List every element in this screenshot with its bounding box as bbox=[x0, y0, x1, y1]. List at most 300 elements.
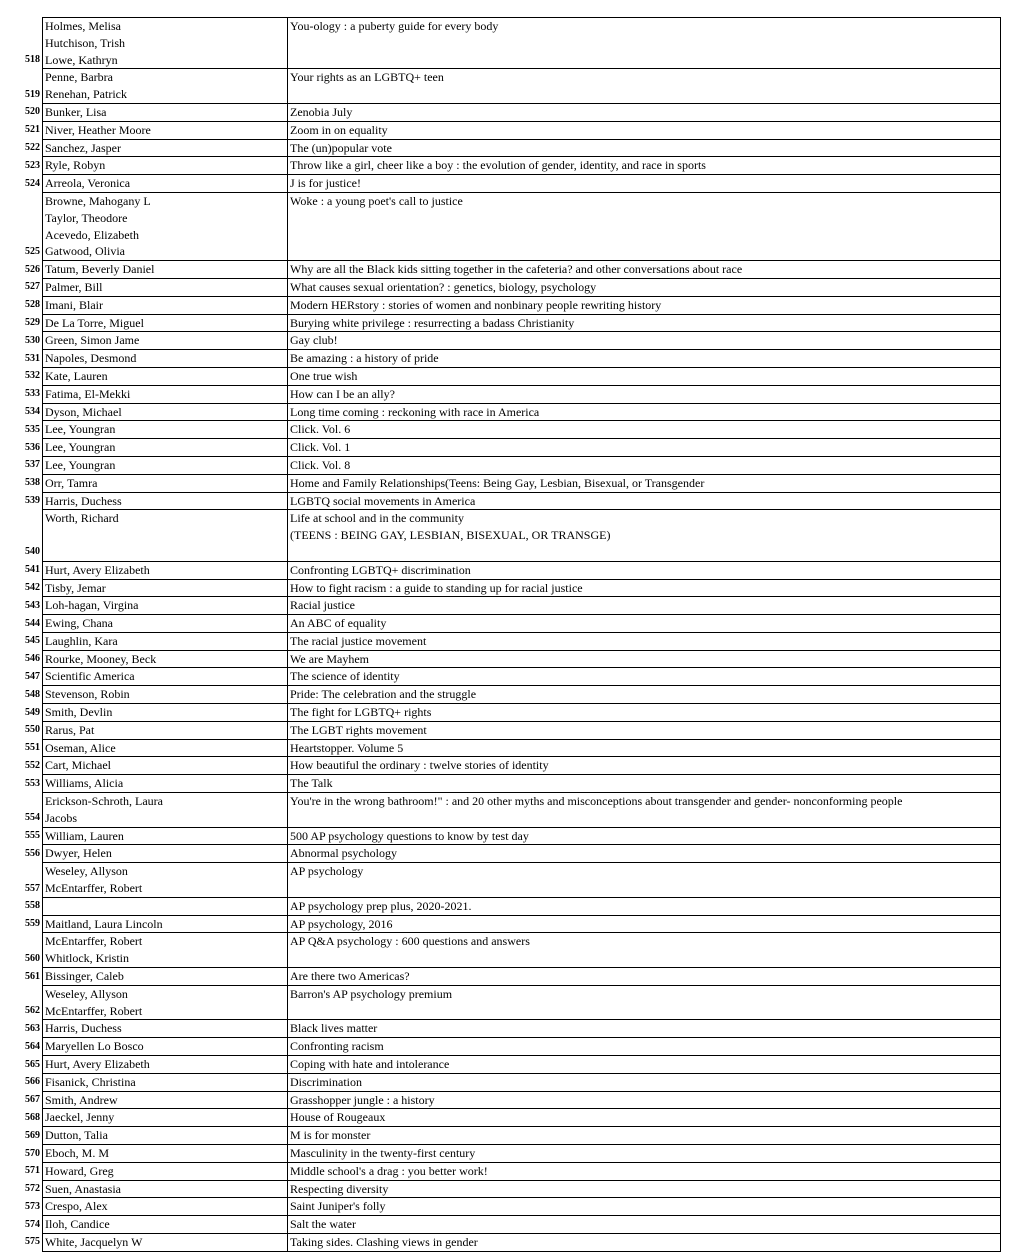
title-cell bbox=[288, 139, 1001, 157]
row-number: 528 bbox=[25, 299, 40, 311]
table-row bbox=[12, 367, 1001, 385]
row-number: 557 bbox=[25, 882, 40, 894]
table-row bbox=[12, 314, 1001, 332]
author-cell bbox=[43, 385, 288, 403]
title-cell bbox=[288, 668, 1001, 686]
book-title: Woke : a young poet's call to justice bbox=[290, 193, 463, 208]
book-title: Click. Vol. 6 bbox=[290, 422, 351, 437]
title-cell bbox=[288, 103, 1001, 121]
row-number: 546 bbox=[25, 653, 40, 665]
book-title: Burying white privilege : resurrecting a badass Christianity bbox=[290, 315, 575, 330]
author-name: Gatwood, Olivia bbox=[45, 244, 125, 259]
book-list-table bbox=[12, 17, 1001, 1252]
title-cell bbox=[288, 985, 1001, 1020]
table-row bbox=[12, 686, 1001, 704]
book-title: The fight for LGBTQ+ rights bbox=[290, 705, 432, 720]
author-cell bbox=[43, 367, 288, 385]
row-number: 559 bbox=[25, 918, 40, 930]
author-name: Hutchison, Trish bbox=[45, 35, 126, 50]
title-cell bbox=[288, 1020, 1001, 1038]
author-cell bbox=[43, 757, 288, 775]
title-cell bbox=[288, 1162, 1001, 1180]
title-cell bbox=[288, 296, 1001, 314]
book-title: Are there two Americas? bbox=[290, 969, 410, 984]
title-cell bbox=[288, 385, 1001, 403]
author-name: Suen, Anastasia bbox=[45, 1181, 121, 1196]
row-number: 562 bbox=[25, 1005, 40, 1017]
author-cell bbox=[43, 615, 288, 633]
author-cell bbox=[43, 439, 288, 457]
table-row bbox=[12, 192, 1001, 260]
book-title: Masculinity in the twenty-first century bbox=[290, 1146, 476, 1160]
book-title: AP psychology, 2016 bbox=[290, 916, 393, 931]
book-title: J is for justice! bbox=[290, 176, 361, 191]
table-row bbox=[12, 1056, 1001, 1074]
author-name: Laughlin, Kara bbox=[45, 633, 118, 648]
author-name: Lee, Youngran bbox=[45, 422, 116, 437]
table-row bbox=[12, 845, 1001, 863]
author-name: Howard, Greg bbox=[45, 1163, 114, 1178]
book-title: You-ology : a puberty guide for every body bbox=[290, 19, 499, 33]
author-cell bbox=[43, 827, 288, 845]
book-title: (TEENS : BEING GAY, LESBIAN, BISEXUAL, OR TRANSGE) bbox=[290, 528, 611, 543]
table-row bbox=[12, 1180, 1001, 1198]
row-number: 530 bbox=[25, 334, 40, 346]
title-cell bbox=[288, 456, 1001, 474]
author-name: Smith, Devlin bbox=[45, 705, 113, 720]
book-title: Saint Juniper's folly bbox=[290, 1199, 386, 1214]
book-title: AP psychology prep plus, 2020-2021. bbox=[290, 898, 472, 913]
book-title: 500 AP psychology questions to know by test day bbox=[290, 828, 529, 843]
author-cell bbox=[43, 579, 288, 597]
table-row bbox=[12, 1233, 1001, 1251]
title-cell bbox=[288, 739, 1001, 757]
title-cell bbox=[288, 615, 1001, 633]
book-title: Middle school's a drag : you better work! bbox=[290, 1163, 488, 1178]
row-number: 575 bbox=[25, 1236, 40, 1248]
row-number: 523 bbox=[25, 159, 40, 171]
row-number: 532 bbox=[25, 370, 40, 382]
row-number: 537 bbox=[25, 459, 40, 471]
author-cell bbox=[43, 985, 288, 1020]
author-name: Lowe, Kathryn bbox=[45, 52, 118, 67]
row-number: 553 bbox=[25, 777, 40, 789]
author-cell bbox=[43, 492, 288, 510]
author-cell bbox=[43, 69, 288, 104]
book-title: AP Q&A psychology : 600 questions and answers bbox=[290, 934, 530, 949]
book-title: Respecting diversity bbox=[290, 1181, 389, 1196]
book-title: The science of identity bbox=[290, 669, 400, 684]
author-name: Maryellen Lo Bosco bbox=[45, 1039, 144, 1054]
book-title: AP psychology bbox=[290, 864, 364, 879]
row-number: 572 bbox=[25, 1183, 40, 1195]
book-title: Barron's AP psychology premium bbox=[290, 986, 453, 1001]
book-title: Life at school and in the community bbox=[290, 511, 464, 526]
author-name: Williams, Alicia bbox=[45, 776, 124, 791]
book-title: The Talk bbox=[290, 776, 333, 791]
title-cell bbox=[288, 69, 1001, 104]
row-number: 536 bbox=[25, 441, 40, 453]
table-row bbox=[12, 704, 1001, 722]
author-cell bbox=[43, 314, 288, 332]
table-row bbox=[12, 897, 1001, 915]
author-name: Eboch, M. M bbox=[45, 1146, 109, 1160]
title-cell bbox=[288, 492, 1001, 510]
author-name: Lee, Youngran bbox=[45, 440, 116, 455]
author-name: Rarus, Pat bbox=[45, 722, 95, 737]
row-number: 518 bbox=[25, 54, 40, 66]
author-cell bbox=[43, 632, 288, 650]
author-name bbox=[45, 898, 285, 915]
row-number: 531 bbox=[25, 352, 40, 364]
table-row bbox=[12, 968, 1001, 986]
row-number: 565 bbox=[25, 1058, 40, 1070]
author-cell bbox=[43, 192, 288, 260]
row-number: 550 bbox=[25, 724, 40, 736]
row-number: 566 bbox=[25, 1076, 40, 1088]
title-cell bbox=[288, 278, 1001, 296]
author-name: Sanchez, Jasper bbox=[45, 140, 121, 155]
table-row bbox=[12, 510, 1001, 561]
author-name bbox=[45, 527, 285, 544]
author-cell bbox=[43, 1198, 288, 1216]
author-name: McEntarffer, Robert bbox=[45, 934, 143, 949]
author-cell bbox=[43, 350, 288, 368]
row-number: 564 bbox=[25, 1040, 40, 1052]
table-row bbox=[12, 474, 1001, 492]
author-name: Hurt, Avery Elizabeth bbox=[45, 1057, 150, 1072]
book-title: Grasshopper jungle : a history bbox=[290, 1092, 435, 1107]
table-row bbox=[12, 175, 1001, 193]
table-row bbox=[12, 296, 1001, 314]
title-cell bbox=[288, 686, 1001, 704]
title-cell bbox=[288, 704, 1001, 722]
book-title: Racial justice bbox=[290, 598, 355, 613]
author-cell bbox=[43, 261, 288, 279]
title-cell bbox=[288, 261, 1001, 279]
author-name: Orr, Tamra bbox=[45, 475, 98, 490]
author-name: Dyson, Michael bbox=[45, 404, 122, 419]
title-cell bbox=[288, 121, 1001, 139]
author-cell bbox=[43, 1162, 288, 1180]
author-cell bbox=[43, 278, 288, 296]
author-cell bbox=[43, 1038, 288, 1056]
table-row bbox=[12, 721, 1001, 739]
author-cell bbox=[43, 1020, 288, 1038]
book-title: M is for monster bbox=[290, 1128, 371, 1143]
table-row bbox=[12, 1073, 1001, 1091]
author-cell bbox=[43, 474, 288, 492]
author-name: Weseley, Allyson bbox=[45, 986, 128, 1001]
author-cell bbox=[43, 721, 288, 739]
book-title: How can I be an ally? bbox=[290, 386, 395, 401]
book-title: Heartstopper. Volume 5 bbox=[290, 740, 404, 755]
title-cell bbox=[288, 1109, 1001, 1127]
row-number: 552 bbox=[25, 759, 40, 771]
table-row bbox=[12, 1038, 1001, 1056]
row-number: 542 bbox=[25, 582, 40, 593]
author-name: Ryle, Robyn bbox=[45, 158, 106, 173]
table-row bbox=[12, 1091, 1001, 1109]
table-row bbox=[12, 103, 1001, 121]
table-row bbox=[12, 757, 1001, 775]
row-number: 545 bbox=[25, 635, 40, 647]
author-name: Crespo, Alex bbox=[45, 1199, 108, 1214]
author-name: Napoles, Desmond bbox=[45, 351, 137, 366]
author-name: Dutton, Talia bbox=[45, 1128, 108, 1143]
table-row bbox=[12, 261, 1001, 279]
author-name: Harris, Duchess bbox=[45, 493, 122, 508]
author-name: Loh-hagan, Virgina bbox=[45, 598, 139, 613]
author-name: Imani, Blair bbox=[45, 297, 103, 312]
author-cell bbox=[43, 1109, 288, 1127]
book-title: How to fight racism : a guide to standing up for racial justice bbox=[290, 580, 583, 595]
title-cell bbox=[288, 827, 1001, 845]
author-cell bbox=[43, 1145, 288, 1163]
book-title: We are Mayhem bbox=[290, 651, 369, 666]
author-cell bbox=[43, 1073, 288, 1091]
author-cell bbox=[43, 845, 288, 863]
row-number: 570 bbox=[25, 1147, 40, 1159]
author-cell bbox=[43, 1127, 288, 1145]
author-cell bbox=[43, 103, 288, 121]
row-number: 534 bbox=[25, 406, 40, 418]
title-cell bbox=[288, 1145, 1001, 1163]
table-row bbox=[12, 1162, 1001, 1180]
row-number: 567 bbox=[25, 1094, 40, 1106]
author-name: Iloh, Candice bbox=[45, 1217, 110, 1232]
author-cell bbox=[43, 510, 288, 561]
row-number: 571 bbox=[25, 1165, 40, 1177]
row-number: 524 bbox=[25, 177, 40, 189]
title-cell bbox=[288, 579, 1001, 597]
row-number: 556 bbox=[25, 847, 40, 859]
table-row bbox=[12, 579, 1001, 597]
book-title: One true wish bbox=[290, 368, 358, 383]
title-cell bbox=[288, 863, 1001, 898]
table-row bbox=[12, 385, 1001, 403]
table-row bbox=[12, 69, 1001, 104]
author-name: Stevenson, Robin bbox=[45, 687, 130, 702]
author-cell bbox=[43, 121, 288, 139]
table-row bbox=[12, 739, 1001, 757]
title-cell bbox=[288, 18, 1001, 69]
book-title: Your rights as an LGBTQ+ teen bbox=[290, 70, 444, 85]
author-cell bbox=[43, 1233, 288, 1251]
author-name: Worth, Richard bbox=[45, 511, 119, 526]
row-number: 539 bbox=[25, 495, 40, 507]
table-row bbox=[12, 18, 1001, 69]
title-cell bbox=[288, 597, 1001, 615]
author-cell bbox=[43, 18, 288, 69]
book-title: Zoom in on equality bbox=[290, 122, 388, 137]
author-name: Erickson-Schroth, Laura bbox=[45, 794, 163, 809]
table-row bbox=[12, 793, 1001, 828]
row-number: 521 bbox=[25, 124, 40, 136]
book-title: Be amazing : a history of pride bbox=[290, 351, 439, 366]
row-number: 535 bbox=[25, 423, 40, 435]
author-cell bbox=[43, 1216, 288, 1234]
book-title: Gay club! bbox=[290, 333, 338, 348]
table-row bbox=[12, 121, 1001, 139]
row-number: 526 bbox=[25, 263, 40, 275]
title-cell bbox=[288, 968, 1001, 986]
title-cell bbox=[288, 1127, 1001, 1145]
book-title: Black lives matter bbox=[290, 1021, 378, 1036]
book-title: How beautiful the ordinary : twelve stories of identity bbox=[290, 758, 549, 773]
author-cell bbox=[43, 915, 288, 933]
title-cell bbox=[288, 757, 1001, 775]
title-cell bbox=[288, 933, 1001, 968]
table-row bbox=[12, 492, 1001, 510]
table-row bbox=[12, 421, 1001, 439]
book-title: The (un)popular vote bbox=[290, 140, 392, 155]
author-name: Lee, Youngran bbox=[45, 457, 116, 472]
title-cell bbox=[288, 175, 1001, 193]
author-name: Tisby, Jemar bbox=[45, 580, 106, 595]
author-name: Holmes, Melisa bbox=[45, 19, 121, 33]
table-row bbox=[12, 332, 1001, 350]
row-number: 573 bbox=[25, 1200, 40, 1212]
row-number: 540 bbox=[25, 546, 40, 558]
author-name: Smith, Andrew bbox=[45, 1092, 118, 1107]
book-title: Taking sides. Clashing views in gender bbox=[290, 1234, 478, 1249]
row-number: 549 bbox=[25, 706, 40, 718]
author-cell bbox=[43, 1091, 288, 1109]
author-cell bbox=[43, 704, 288, 722]
row-number: 527 bbox=[25, 281, 40, 293]
author-name: Browne, Mahogany L bbox=[45, 193, 151, 208]
title-cell bbox=[288, 775, 1001, 793]
author-cell bbox=[43, 793, 288, 828]
author-name: Penne, Barbra bbox=[45, 70, 113, 85]
row-number: 551 bbox=[25, 742, 40, 754]
table-row bbox=[12, 157, 1001, 175]
book-title: The racial justice movement bbox=[290, 633, 427, 648]
title-cell bbox=[288, 650, 1001, 668]
row-number: 561 bbox=[25, 970, 40, 982]
author-name: Green, Simon Jame bbox=[45, 333, 140, 348]
table-row bbox=[12, 985, 1001, 1020]
author-name: Arreola, Veronica bbox=[45, 176, 131, 191]
title-cell bbox=[288, 845, 1001, 863]
title-cell bbox=[288, 332, 1001, 350]
row-number: 560 bbox=[25, 952, 40, 964]
row-number: 568 bbox=[25, 1111, 40, 1123]
title-cell bbox=[288, 474, 1001, 492]
title-cell bbox=[288, 1091, 1001, 1109]
author-name: Taylor, Theodore bbox=[45, 210, 128, 225]
title-cell bbox=[288, 561, 1001, 579]
table-row bbox=[12, 597, 1001, 615]
author-name: McEntarffer, Robert bbox=[45, 881, 143, 896]
title-cell bbox=[288, 439, 1001, 457]
author-cell bbox=[43, 650, 288, 668]
table-row bbox=[12, 1216, 1001, 1234]
book-title: Why are all the Black kids sitting together in the cafeteria? and other conversations about race bbox=[290, 262, 743, 277]
author-name: Rourke, Mooney, Beck bbox=[45, 651, 157, 666]
row-number: 533 bbox=[25, 388, 40, 400]
author-cell bbox=[43, 561, 288, 579]
row-number: 529 bbox=[25, 317, 40, 329]
table-row bbox=[12, 632, 1001, 650]
table-row bbox=[12, 827, 1001, 845]
author-cell bbox=[43, 1180, 288, 1198]
book-title: Modern HERstory : stories of women and nonbinary people rewriting history bbox=[290, 297, 662, 312]
author-name: Cart, Michael bbox=[45, 758, 111, 773]
table-row bbox=[12, 350, 1001, 368]
title-cell bbox=[288, 1198, 1001, 1216]
row-number: 544 bbox=[25, 617, 40, 629]
book-title: Confronting LGBTQ+ discrimination bbox=[290, 562, 471, 577]
author-cell bbox=[43, 668, 288, 686]
author-name: Kate, Lauren bbox=[45, 368, 108, 383]
book-title: The LGBT rights movement bbox=[290, 722, 427, 737]
table-row bbox=[12, 139, 1001, 157]
title-cell bbox=[288, 403, 1001, 421]
book-title: Click. Vol. 8 bbox=[290, 457, 351, 472]
author-cell bbox=[43, 739, 288, 757]
book-title: Coping with hate and intolerance bbox=[290, 1057, 450, 1072]
row-number: 548 bbox=[25, 688, 40, 700]
author-cell bbox=[43, 175, 288, 193]
table-row bbox=[12, 668, 1001, 686]
title-cell bbox=[288, 632, 1001, 650]
author-cell bbox=[43, 863, 288, 898]
table-row bbox=[12, 1198, 1001, 1216]
title-cell bbox=[288, 421, 1001, 439]
author-cell bbox=[43, 897, 288, 915]
book-title: Zenobia July bbox=[290, 104, 353, 119]
table-row bbox=[12, 863, 1001, 898]
author-cell bbox=[43, 686, 288, 704]
table-row bbox=[12, 403, 1001, 421]
author-name: Acevedo, Elizabeth bbox=[45, 227, 139, 242]
table-row bbox=[12, 1020, 1001, 1038]
author-name: Niver, Heather Moore bbox=[45, 122, 151, 137]
table-row bbox=[12, 1145, 1001, 1163]
author-cell bbox=[43, 332, 288, 350]
row-number: 543 bbox=[25, 599, 40, 611]
row-number: 520 bbox=[25, 106, 40, 118]
author-cell bbox=[43, 968, 288, 986]
row-number: 558 bbox=[25, 900, 40, 912]
author-name: Bissinger, Caleb bbox=[45, 969, 124, 984]
book-title: Throw like a girl, cheer like a boy : the evolution of gender, identity, and race in sports bbox=[290, 158, 706, 173]
row-number: 522 bbox=[25, 142, 40, 154]
author-name: Harris, Duchess bbox=[45, 1021, 122, 1036]
book-title: Discrimination bbox=[290, 1074, 362, 1089]
table-row bbox=[12, 915, 1001, 933]
row-number: 569 bbox=[25, 1129, 40, 1141]
table-row bbox=[12, 456, 1001, 474]
table-row bbox=[12, 561, 1001, 579]
author-name: Dwyer, Helen bbox=[45, 846, 112, 861]
author-cell bbox=[43, 933, 288, 968]
title-cell bbox=[288, 350, 1001, 368]
row-number: 555 bbox=[25, 830, 40, 842]
author-name: Oseman, Alice bbox=[45, 740, 116, 755]
author-name: Renehan, Patrick bbox=[45, 87, 127, 102]
table-row bbox=[12, 650, 1001, 668]
table-row bbox=[12, 1127, 1001, 1145]
author-name bbox=[45, 544, 285, 561]
book-title: Confronting racism bbox=[290, 1039, 384, 1054]
author-name: Fisanick, Christina bbox=[45, 1074, 136, 1089]
title-cell bbox=[288, 510, 1001, 561]
title-cell bbox=[288, 1233, 1001, 1251]
author-cell bbox=[43, 456, 288, 474]
